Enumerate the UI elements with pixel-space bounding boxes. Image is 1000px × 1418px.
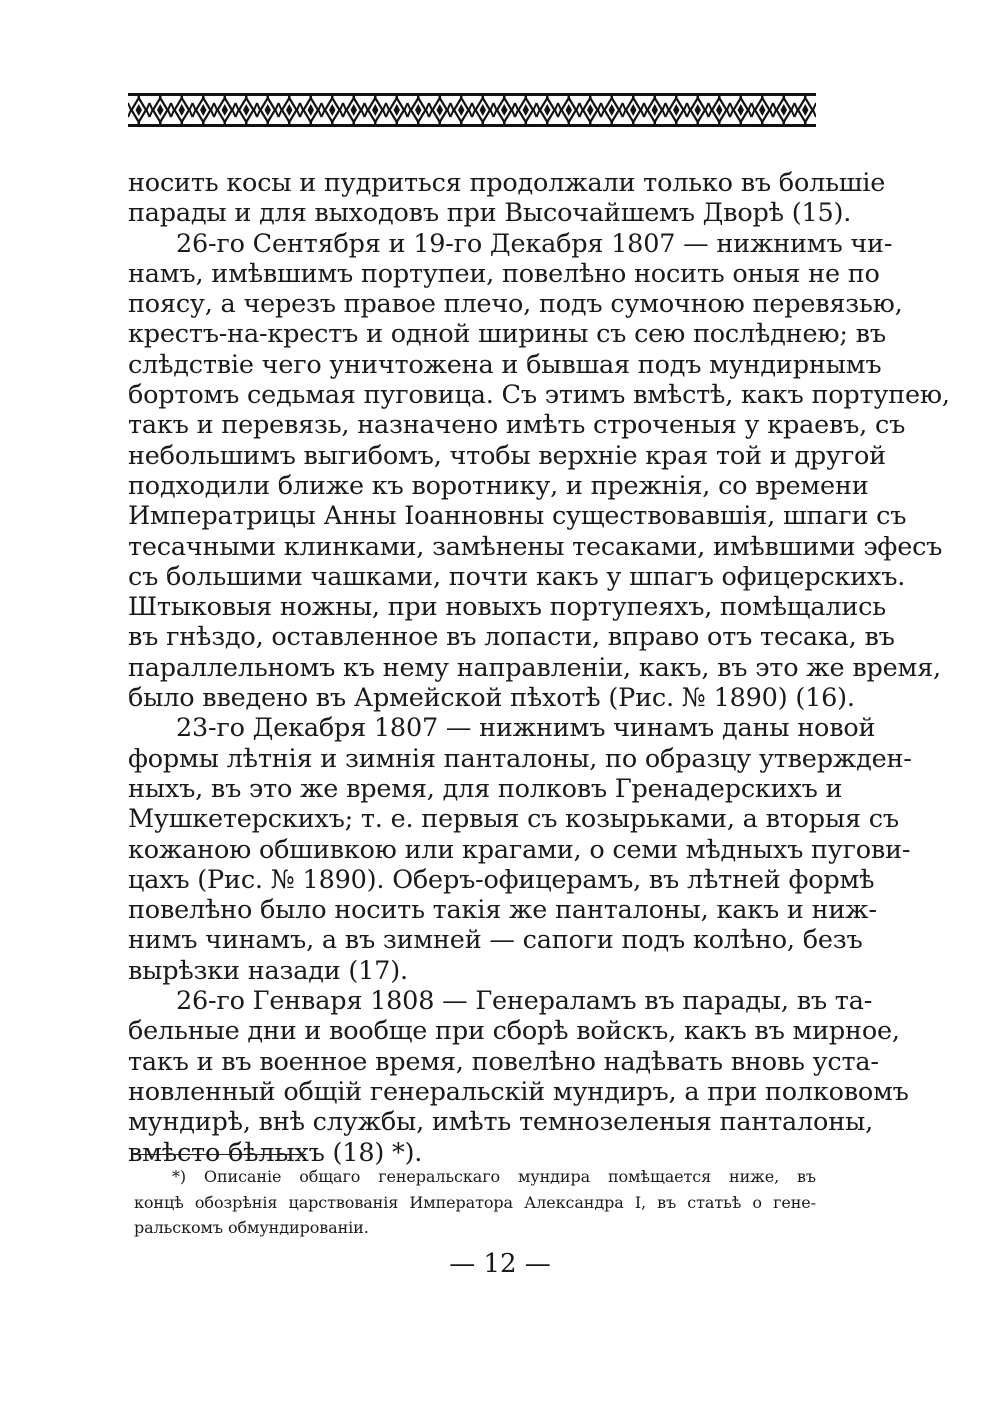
text-line: крестъ-на-крестъ и одной ширины съ сею послѣднею; въ xyxy=(128,319,886,350)
text-line: кожаною обшивкою или крагами, о семи мѣдныхъ пугови- xyxy=(128,834,911,865)
text-line: такъ и въ военное время, повелѣно надѣвать вновь уста- xyxy=(128,1046,879,1077)
footnote-line: ральскомъ обмундированіи. xyxy=(134,1218,369,1237)
text-line: цахъ (Рис. № 1890). Оберъ-офицерамъ, въ лѣтней формѣ xyxy=(128,864,875,895)
text-line: парады и для выходовъ при Высочайшемъ Дворѣ (15). xyxy=(128,198,852,229)
text-line: Мушкетерскихъ; т. е. первыя съ козырьками, а вторыя съ xyxy=(128,804,899,835)
text-line: бортомъ седьмая пуговица. Съ этимъ вмѣстѣ, какъ портупею, xyxy=(128,380,950,411)
text-line: 26-го Генваря 1808 — Генераламъ въ парады, въ та- xyxy=(176,986,873,1017)
text-line: носить косы и пудриться продолжали только въ большіе xyxy=(128,168,886,198)
text-line: поясу, а черезъ правое плечо, подъ сумочною перевязью, xyxy=(128,289,903,320)
page-number: — 12 — xyxy=(449,1249,551,1279)
text-line: бельные дни и вообще при сборѣ войскъ, какъ въ мирное, xyxy=(128,1016,900,1047)
text-line: вмѣсто бѣлыхъ (18) *). xyxy=(128,1137,423,1168)
text-line: нимъ чинамъ, а въ зимней — сапоги подъ колѣно, безъ xyxy=(128,925,863,956)
decorative-border-ornament-icon xyxy=(128,93,816,127)
text-line: подходили ближе къ воротнику, и прежнія, со времени xyxy=(128,470,869,501)
text-line: новленный общій генеральскій мундиръ, а при полковомъ xyxy=(128,1076,909,1107)
footnote-line: концѣ обозрѣнія царствованія Императора Александра I, въ статьѣ о гене- xyxy=(134,1192,816,1212)
text-line: тесачными клинками, замѣнены тесаками, имѣвшими эфесъ xyxy=(128,531,943,562)
text-line: намъ, имѣвшимъ портупеи, повелѣно носить оныя не по xyxy=(128,258,880,289)
text-line: мундирѣ, внѣ службы, имѣть темнозеленыя панталоны, xyxy=(128,1107,873,1138)
text-line: формы лѣтнія и зимнія панталоны, по образцу утвержден- xyxy=(128,743,912,774)
text-line: слѣдствіе чего уничтожена и бывшая подъ мундирнымъ xyxy=(128,349,882,380)
text-line: вырѣзки назади (17). xyxy=(128,955,408,986)
text-line: Штыковыя ножны, при новыхъ портупеяхъ, помѣщались xyxy=(128,592,886,623)
text-line: Императрицы Анны Іоанновны существовавшія, шпаги съ xyxy=(128,501,907,532)
text-line: ныхъ, въ это же время, для полковъ Гренадерскихъ и xyxy=(128,773,843,804)
footnote-line: *) Описаніе общаго генеральскаго мундира помѣщается ниже, въ xyxy=(172,1167,816,1186)
text-line: небольшимъ выгибомъ, чтобы верхніе края той и другой xyxy=(128,440,886,471)
text-line: повелѣно было носить такія же панталоны, какъ и ниж- xyxy=(128,895,877,926)
text-line: было введено въ Армейской пѣхотѣ (Рис. № 1890) (16). xyxy=(128,683,855,714)
text-line: 26-го Сентября и 19-го Декабря 1807 — нижнимъ чи- xyxy=(176,228,893,259)
footnote-divider xyxy=(134,1154,306,1155)
text-line: въ гнѣздо, оставленное въ лопасти, вправо отъ тесака, въ xyxy=(128,622,895,653)
body-text xyxy=(128,168,950,1168)
text-line: такъ и перевязь, назначено имѣть строченыя у краевъ, съ xyxy=(128,410,906,441)
text-line: съ большими чашками, почти какъ у шпагъ офицерскихъ. xyxy=(128,561,906,592)
text-line: параллельномъ къ нему направленіи, какъ, въ это же время, xyxy=(128,652,941,683)
text-line: 23-го Декабря 1807 — нижнимъ чинамъ даны новой xyxy=(176,713,876,744)
footnote xyxy=(134,1164,816,1241)
